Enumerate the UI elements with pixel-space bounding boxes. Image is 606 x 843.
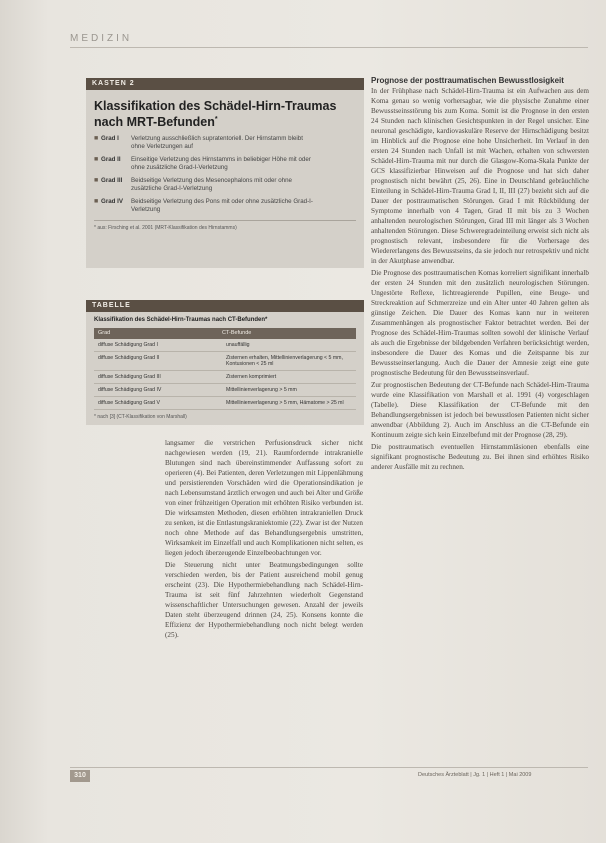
table-cell: Mittellinienverlagerung > 5 mm — [226, 387, 297, 393]
grad-label: Grad I — [101, 135, 119, 143]
table-row — [94, 397, 356, 410]
tabelle-box — [86, 300, 364, 425]
paragraph: langsamer die verstrichen Perfusionsdruck sicher nicht nachgewiesen werden (19, 21). Raumfordernde intrakranielle Blutungen sind nach übereinstimmender Auffassung sofort zu operieren (4). Bei Patienten, deren Verletzungen mit Lippenlähmung und persistierenden Vorschäden wird die Operationsindikation je nach Lebensumstand ärztlich erwogen und auch bei Alter und Größe von einer frühzeitigen Operation mit erhöhten Risiko verbunden ist. Die wirksamsten Methoden, diesen erhöhten intrakraniellen Druck zu senken, ist die Entlastungskraniektomie (22). Zwar ist der Nutzen noch ohne Methode auf das Behandlungsergebnis umstritten, Wirksamkeit im Einzelfall und auch Komplikationen nicht selten, es liegen jedoch überzeugende Einzelbeobachtungen vor. — [165, 439, 363, 557]
paragraph: Die posttraumatisch eventuellen Hirnstammläsionen ebenfalls eine signifikant prognostische Bedeutung zu. Bei ihnen sind erhöhtes Risiko anderer Ausfälle mit zu rechnen. — [371, 443, 589, 471]
page-number: 310 — [70, 770, 90, 782]
kasten-title-text: Klassifikation des Schädel-Hirn-Traumas nach MRT-Befunden — [94, 99, 337, 130]
grad-description: Beidseitige Verletzung des Pons mit oder ohne zusätzliche Grad-I-Verletzung — [131, 198, 313, 214]
tabelle-footnote: * nach [3] (CT-Klassifikation von Marshall) — [94, 414, 187, 420]
kasten-box — [86, 78, 364, 268]
section-heading: Prognose der posttraumatischen Bewusstlosigkeit — [371, 76, 564, 85]
kasten-footnote: * aus: Firsching et al. 2001 (MRT-Klassifikation des Hirnstamms) — [94, 225, 237, 232]
column-header: CT-Befunde — [222, 330, 252, 336]
table-cell: diffuse Schädigung Grad III — [98, 374, 161, 380]
grad-description: Einseitige Verletzung des Hirnstamms in beliebiger Höhe mit oder ohne zusätzliche Grad-I-Verletzung — [131, 156, 311, 172]
kasten-row — [94, 198, 356, 214]
bullet-icon: ■ — [94, 198, 99, 206]
paragraph: Zur prognostischen Bedeutung der CT-Befunde nach Schädel-Hirn-Trauma wurde eine Klassifikation von Marshall et al. 1991 (4) vorgeschlagen (Tabelle). Diese Klassifikation der CT-Befunde mit den Behandlungsergebnissen ist jedoch bei bewusstlosen Patienten nicht sicher anwendbar (Abbildung 2). Auch im Anschluss an die CT-Befunde ein Kontinuum zeigte sich kein Einzelbefund mit der Prognose (28, 29). — [371, 381, 589, 439]
table-cell: Zisternen komprimiert — [226, 374, 277, 380]
kasten-title — [94, 100, 356, 129]
table-row — [94, 352, 356, 371]
grad-description: Verletzung ausschließlich supratentoriell. Der Hirnstamm bleibt ohne Verletzungen auf — [131, 135, 303, 151]
journal-reference: Deutsches Ärzteblatt | Jg. 1 | Heft 1 | Mai 2009 — [418, 772, 532, 778]
paragraph: Die Steuerung nicht unter Beatmungsbedingungen sollte verschieden werden, bis der Patient ausreichend mobil genug erscheint (23). Die Hypothermiebehandlung nach Schädel-Hirn-Trauma ist seit fünf Jahrzehnten wiederholt Gegenstand wissenschaftlicher Untersuchungen gewesen. Anzahl der jeweils Daten steht überzeugend drinnen (24, 25). Konsens konnte die Effizienz der Hypothermiebehandlung noch nicht belegt werden (25). — [165, 561, 363, 639]
section-label: MEDIZIN — [70, 33, 133, 44]
table-cell: Zisternen erhalten, Mittellinienverlagerung < 5 mm, Kontusionen < 25 ml — [226, 355, 343, 367]
kasten-row — [94, 177, 356, 193]
table-row — [94, 371, 356, 384]
column-header: Grad — [98, 330, 111, 336]
grad-label: Grad III — [101, 177, 123, 185]
grad-description: Beidseitige Verletzung des Mesencephalons mit oder ohne zusätzliche Grad-I-Verletzung — [131, 177, 292, 193]
footer-divider — [70, 767, 588, 768]
table-cell: diffuse Schädigung Grad II — [98, 355, 160, 361]
section-divider — [70, 47, 588, 48]
bullet-icon: ■ — [94, 156, 99, 164]
table-row — [94, 339, 356, 352]
bullet-icon: ■ — [94, 177, 99, 185]
left-text-column — [165, 438, 363, 642]
paragraph: In der Frühphase nach Schädel-Hirn-Trauma ist ein Aufwachen aus dem Koma genau so wenig vorhersagbar, wie die physische Zunahme einer Bewusstseinsstörung bis zum Koma. Somit ist die Prognose in den ersten 24 Stunden nach klinischen Gesichtspunkten in der Regel unsicher. Eine neuronal geschädigte, kardiovaskuläre Reserve der Hirnschädigung besitzt im Hinblick auf die Prognose eine hohe Unsicherheit. Im Verlauf in den ersten 24 Stunden nach Unfall ist mit Wachen, erhalten von schwersten Schädel-Hirn-Trauma mit nur durch die Glasgow-Koma-Skala Punkte der GCS klassifizierbar Hinweisen auf die Prognose und hat sich daher prognostisch nicht bewährt (25, 26). Eine in Deutschland gebräuchliche Einteilung in Schädel-Hirn-Trauma Grad I, II, III (27) bezieht sich auf die Dauer der posttraumatischen Störungen. Grad I mit Rückbildung der Symptome innerhalb von 4 Tagen, Grad II mit bis zu 3 Wochen anhaltenden neurologischen Störungen, Grad III mit länger als 3 Wochen anhaltenden Störungen. Diese Schweregradeinteilung erweist sich nicht als prognostisch relevant, insbesondere für die Vorhersage des Wiedererlangens des Bewusstseins, da sie jedoch nur retrospektiv und nicht in der Akutphase anwendbar. — [371, 87, 589, 265]
table-cell: diffuse Schädigung Grad I — [98, 342, 158, 348]
bullet-icon: ■ — [94, 135, 99, 143]
table-cell: diffuse Schädigung Grad V — [98, 400, 160, 406]
tabelle-label: TABELLE — [86, 300, 364, 312]
tabelle-title: Klassifikation des Schädel-Hirn-Traumas nach CT-Befunden* — [94, 317, 268, 323]
grad-label: Grad IV — [101, 198, 124, 206]
kasten-row — [94, 156, 356, 172]
right-text-column — [371, 76, 589, 474]
table-cell: diffuse Schädigung Grad IV — [98, 387, 162, 393]
kasten-title-sup: * — [214, 116, 218, 123]
kasten-divider — [94, 220, 356, 221]
table-cell: unauffällig — [226, 342, 250, 348]
table-header — [94, 328, 356, 339]
table-row — [94, 384, 356, 397]
paragraph: Die Prognose des posttraumatischen Komas korreliert signifikant innerhalb der ersten 24 Stunden mit den zusätzlich neurologischen Störungen. Ungestörte Reflexe, lichtreagierende Pupillen, eine Beuge- und Streckreaktion auf Schmerzreize und ein Alter unter 40 Jahren gelten als günstige Zeichen. Die Dauer des Komas kann nur in weiteren Zusammenhängen als prognostischer Faktor betrachtet werden. Bei der Prognose des Schädel-Hirn-Traumas sollten sowohl der klinische Verlauf als auch die Ergebnisse der bildgebenden Verfahren berücksichtigt werden, insbesondere die Dauer des Komas und die Zeitspanne bis zur Bewusstseinserlangung. Auch die Dauer der Amnesie zeigt eine gute prognostische Bedeutung für den Bewusstseinsverlauf. — [371, 269, 589, 377]
kasten-row — [94, 135, 356, 151]
table-cell: Mittellinienverlagerung > 5 mm, Hämatome > 25 ml — [226, 400, 344, 406]
kasten-label: KASTEN 2 — [86, 78, 364, 90]
grad-label: Grad II — [101, 156, 121, 164]
